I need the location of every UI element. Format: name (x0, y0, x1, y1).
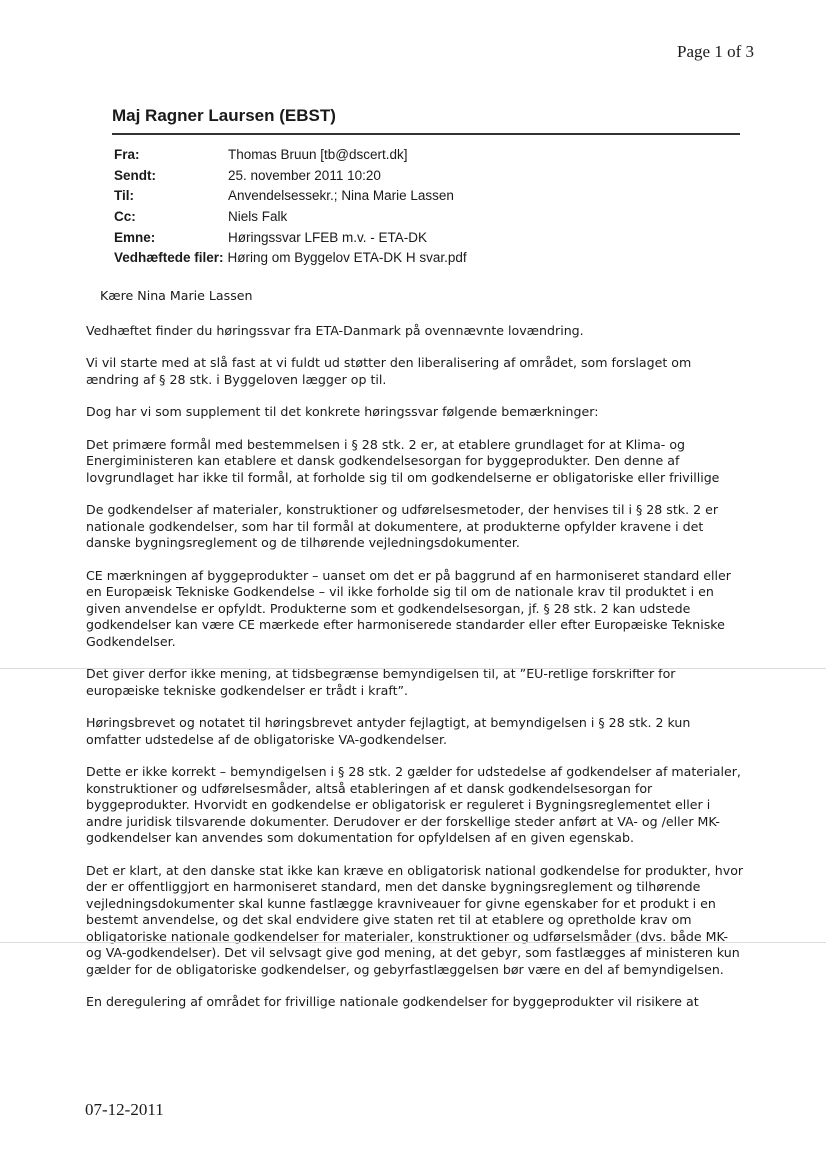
sender-name: Maj Ragner Laursen (EBST) (112, 106, 336, 125)
header-label: Sendt: (114, 167, 156, 183)
body-paragraph: Det giver derfor ikke mening, at tidsbegrænse bemyndigelsen til, at ”EU-retlige forskrifter for europæiske tekniske godkendelser er trådt i kraft”. (86, 666, 676, 698)
header-sent (114, 165, 467, 186)
body-paragraph: Dette er ikke korrekt – bemyndigelsen i § 28 stk. 2 gælder for udstedelse af godkendelser af materialer, konstruktioner og udførelsesmåder, altså etableringen af et dansk godkendelsesorgan for byggeprodukter. Hvorvidt en godkendelse er obligatorisk er reguleret i Bygningsreglementet eller i andre juridisk tilsvarende dokumenter. Derudover er der forskellige steder anført at VA- og /eller MK-godkendelser kan anvendes som dokumentation for opfyldelsen af en given egenskab. (86, 764, 741, 845)
email-headers (114, 144, 467, 268)
header-subject (114, 227, 467, 248)
header-divider (112, 133, 740, 135)
scan-artifact-line (0, 668, 826, 669)
body-paragraph: Det er klart, at den danske stat ikke kan kræve en obligatorisk national godkendelse for produkter, hvor der er offentliggjort en harmoniseret standard, men det danske bygningsreglement og tilhørende vejledningsdokumenter skal kunne fastlægge kravniveauer for givne egenskaber for et produkt i en bestemt anvendelse, og det skal endvidere give staten ret til at etablere og opretholde krav om obligatoriske nationale godkendelser for materialer, konstruktioner og udførselsmåder (dvs. både MK- og VA-godkendelser). Det vil selvsagt give god mening, at det gebyr, som fastlægges af ministeren kun gælder for de obligatoriske godkendelser, og gebyrfastlæggelsen bør være en del af bemyndigelsen. (86, 862, 744, 977)
header-to (114, 185, 467, 206)
header-label: Emne: (114, 229, 156, 245)
body-paragraph: Høringsbrevet og notatet til høringsbrevet antyder fejlagtigt, at bemyndigelsen i § 28 stk. 2 kun omfatter udstedelse af de obligatoriske VA-godkendelser. (86, 715, 691, 747)
body-paragraph: CE mærkningen af byggeprodukter – uanset om det er på baggrund af en harmoniseret standard eller en Europæisk Tekniske Godkendelse – vil ikke forholde sig til om de nationale krav til produktet i en given anvendelse er opfyldt. Produkterne som et godkendelsesorgan, jf. § 28 stk. 2 kan udstede godkendelser kan være CE mærkede efter harmoniserede standarder eller efter Europæiske Tekniske Godkendelser. (86, 567, 731, 649)
greeting: Kære Nina Marie Lassen (100, 288, 253, 303)
body-paragraph: Vedhæftet finder du høringssvar fra ETA-Danmark på ovennævnte lovændring. (86, 322, 584, 338)
header-label: Vedhæftede filer: (114, 250, 224, 266)
body-paragraph: De godkendelser af materialer, konstruktioner og udførelsesmetoder, der henvises til i § 28 stk. 2 er nationale godkendelser, som har til formål at dokumentere, at produkterne opfylder kravene i det danske bygningsreglement og de tilhørende vejledningsdokumenter. (86, 502, 719, 550)
email-body (86, 288, 746, 1027)
body-paragraph: En deregulering af området for frivillige nationale godkendelser for byggeprodukter vil risikere at (86, 994, 699, 1009)
header-label: Til: (114, 188, 134, 204)
page-number: Page 1 of 3 (677, 42, 754, 61)
header-value: Thomas Bruun [tb@dscert.dk] (228, 146, 408, 162)
body-paragraph: Vi vil starte med at slå fast at vi fuldt ud støtter den liberalisering af området, som forslaget om ændring af § 28 stk. i Byggeloven lægger op til. (86, 355, 692, 387)
header-attachments (114, 247, 467, 268)
header-cc (114, 206, 467, 227)
attachment-link[interactable]: Høring om Byggelov ETA-DK H svar.pdf (227, 250, 467, 266)
header-label: Fra: (114, 146, 140, 162)
header-value: 25. november 2011 10:20 (228, 167, 381, 183)
header-value: Høringssvar LFEB m.v. - ETA-DK (228, 229, 428, 245)
scan-artifact-line (0, 942, 826, 943)
footer-date: 07-12-2011 (85, 1100, 164, 1119)
body-paragraph: Det primære formål med bestemmelsen i § 28 stk. 2 er, at etablere grundlaget for at Klima- og Energiministeren kan etablere et dansk godkendelsesorgan for byggeprodukter. Den denne af lovgrundlaget har ikke til formål, at forholde sig til om godkendelserne er obligatoriske eller frivillige (86, 436, 720, 485)
header-label: Cc: (114, 208, 136, 224)
header-from (114, 144, 467, 165)
header-value: Anvendelsessekr.; Nina Marie Lassen (228, 188, 454, 204)
header-value: Niels Falk (228, 208, 288, 224)
body-paragraph: Dog har vi som supplement til det konkrete høringssvar følgende bemærkninger: (86, 404, 599, 419)
